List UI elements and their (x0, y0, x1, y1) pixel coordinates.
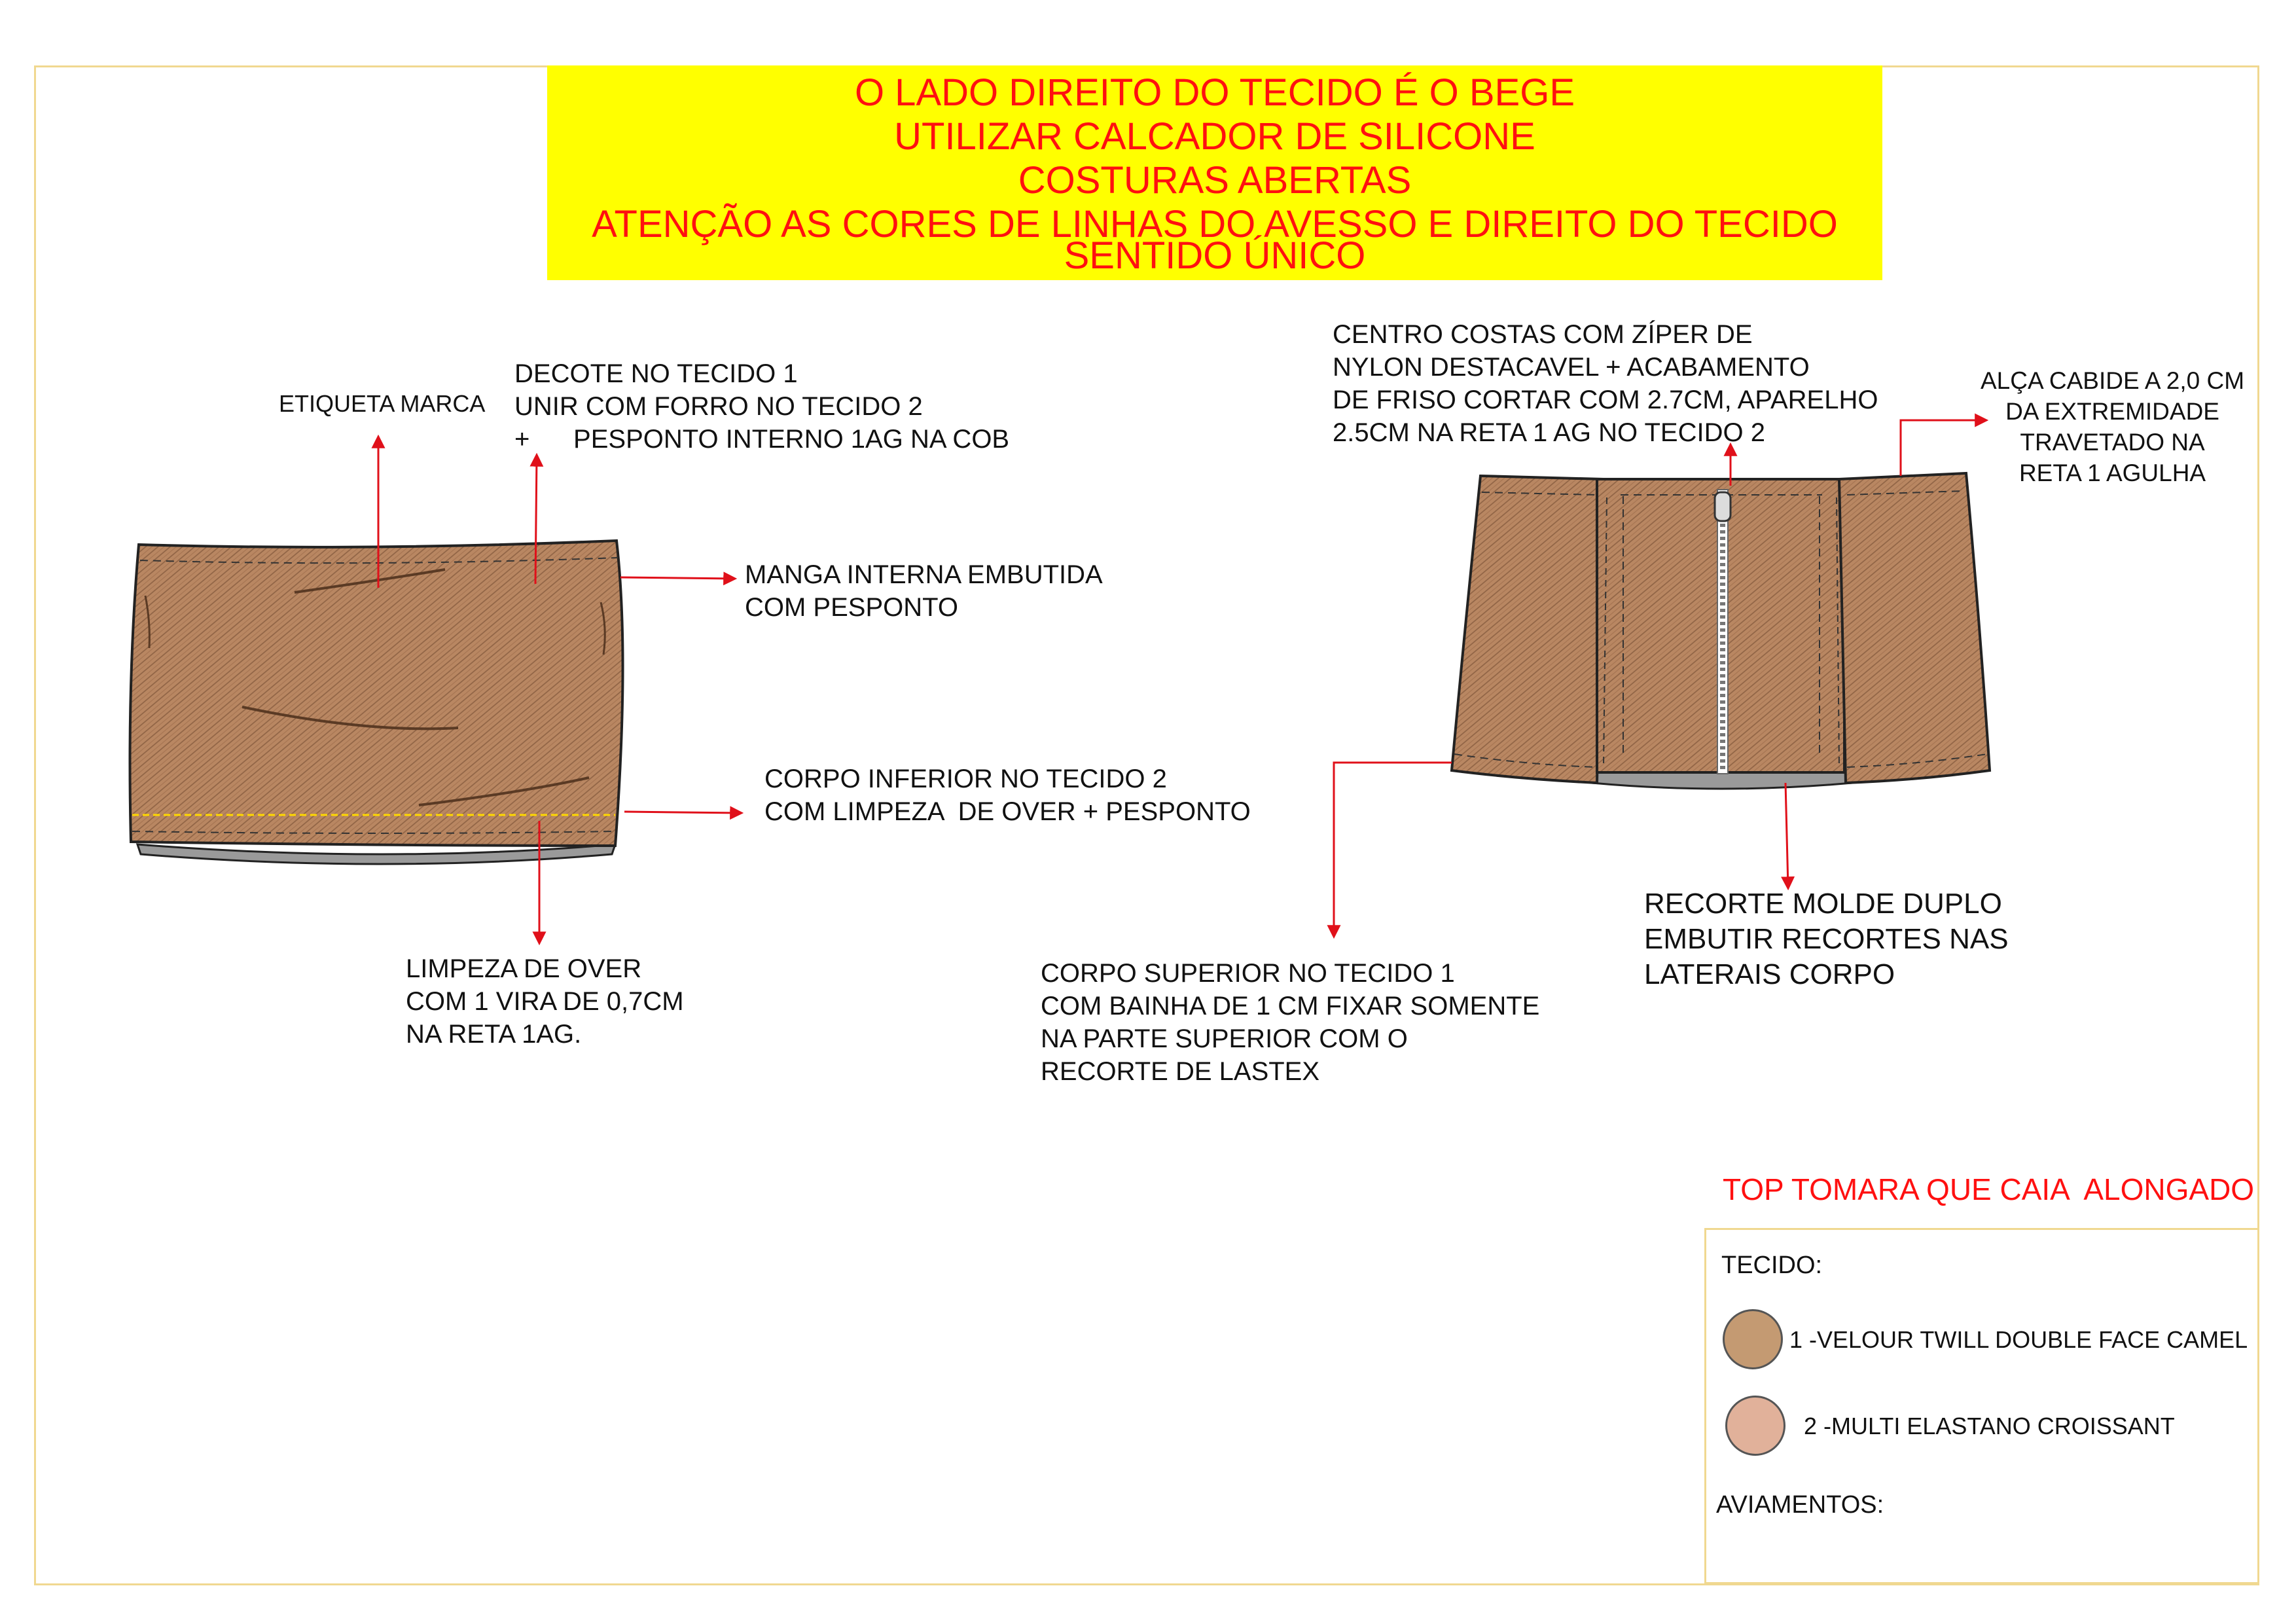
alca-note (1981, 365, 2244, 488)
decote-note (514, 357, 1009, 456)
recorte-line: LATERAIS CORPO (1644, 958, 1895, 990)
centro-costas-line: NYLON DESTACAVEL + ACABAMENTO (1333, 353, 1810, 382)
front-view (130, 541, 623, 864)
front-body (130, 541, 623, 846)
decote-line: DECOTE NO TECIDO 1 (514, 359, 798, 388)
back-panel-right (1839, 473, 1990, 783)
manga-line: MANGA INTERNA EMBUTIDA (745, 560, 1103, 589)
corpo-superior-line: COM BAINHA DE 1 CM FIXAR SOMENTE (1041, 992, 1540, 1020)
centro-costas-line: CENTRO COSTAS COM ZÍPER DE (1333, 320, 1753, 349)
alca-line: RETA 1 AGULHA (2018, 460, 2206, 486)
alca-line: TRAVETADO NA (2020, 429, 2205, 456)
corpo-inferior-note (764, 763, 1251, 828)
banner-line: O LADO DIREITO DO TECIDO É O BEGE (854, 71, 1575, 114)
spec-box (1704, 1228, 2259, 1584)
alca-line: DA EXTREMIDADE (2005, 398, 2219, 425)
manga-line: COM PESPONTO (745, 593, 958, 622)
fabric-1-swatch (1723, 1309, 1783, 1369)
centro-costas-line: DE FRISO CORTAR COM 2.7CM, APARELHO (1333, 386, 1878, 414)
decote-line: UNIR COM FORRO NO TECIDO 2 (514, 392, 923, 421)
garment-title: TOP TOMARA QUE CAIA ALONGADO (1723, 1172, 2255, 1206)
arrow-corpo-inferior (624, 812, 741, 813)
zipper-pull (1715, 492, 1731, 521)
aviamentos-label: AVIAMENTOS: (1716, 1491, 1884, 1519)
arrow-manga (620, 577, 734, 579)
fabric-2-swatch (1725, 1396, 1785, 1456)
centro-costas-line: 2.5CM NA RETA 1 AG NO TECIDO 2 (1333, 418, 1765, 447)
back-panel-left (1452, 476, 1602, 783)
decote-line: + PESPONTO INTERNO 1AG NA COB (514, 425, 1010, 454)
corpo-superior-note (1041, 957, 1539, 1088)
recorte-line: RECORTE MOLDE DUPLO (1644, 888, 2002, 920)
limpeza-note (406, 952, 684, 1051)
banner-line: ATENÇÃO AS CORES DE LINHAS DO AVESSO E DIREITO DO TECIDO (592, 203, 1838, 245)
alca-line: ALÇA CABIDE A 2,0 CM (1981, 367, 2245, 394)
back-view (1452, 473, 1990, 789)
fabric-1-label: 1 -VELOUR TWILL DOUBLE FACE CAMEL (1789, 1326, 2248, 1353)
tecido-label: TECIDO: (1721, 1252, 1823, 1279)
etiqueta-label: ETIQUETA MARCA (279, 390, 486, 417)
banner-line: SENTIDO ÚNICO (1064, 234, 1366, 277)
limpeza-line: COM 1 VIRA DE 0,7CM (406, 987, 684, 1016)
banner-line: COSTURAS ABERTAS (1018, 159, 1412, 202)
arrow-corpo-superior (1334, 763, 1452, 936)
corpo-inferior-line: CORPO INFERIOR NO TECIDO 2 (764, 765, 1167, 793)
corpo-superior-line: NA PARTE SUPERIOR COM O (1041, 1024, 1408, 1053)
arrow-alca (1901, 420, 1986, 476)
limpeza-line: LIMPEZA DE OVER (406, 954, 642, 983)
front-lining-band (137, 844, 615, 864)
corpo-superior-line: CORPO SUPERIOR NO TECIDO 1 (1041, 959, 1455, 988)
arrow-decote (535, 456, 537, 584)
banner-line: UTILIZAR CALCADOR DE SILICONE (894, 115, 1535, 158)
recorte-line: EMBUTIR RECORTES NAS (1644, 923, 2009, 955)
fabric-2-label: 2 -MULTI ELASTANO CROISSANT (1804, 1413, 2175, 1439)
recorte-note (1644, 886, 2009, 992)
centro-costas-note (1333, 318, 1878, 449)
corpo-superior-line: RECORTE DE LASTEX (1041, 1057, 1320, 1086)
corpo-inferior-line: COM LIMPEZA DE OVER + PESPONTO (764, 797, 1251, 826)
limpeza-line: NA RETA 1AG. (406, 1020, 582, 1049)
manga-note (745, 558, 1103, 624)
arrow-recorte (1785, 783, 1788, 888)
